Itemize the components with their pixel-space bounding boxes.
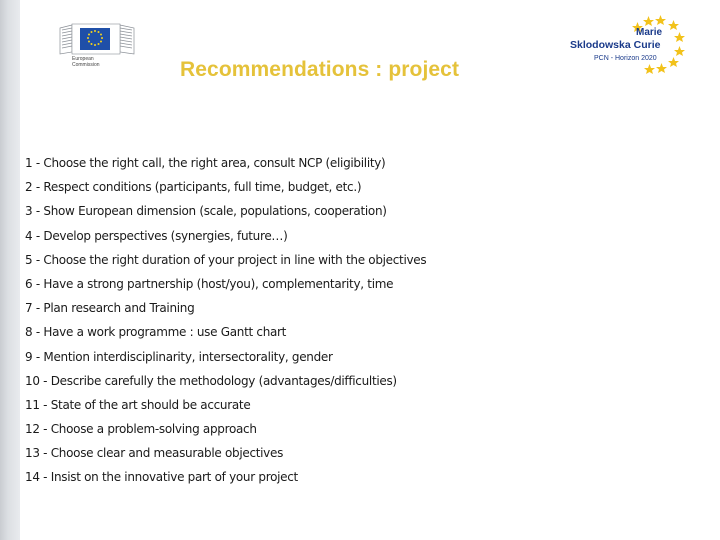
list-item: 10 - Describe carefully the methodology (advantages/difficulties) bbox=[25, 373, 397, 388]
list-item: 11 - State of the art should be accurate bbox=[25, 397, 251, 412]
list-item: 5 - Choose the right duration of your project in line with the objectives bbox=[25, 252, 427, 267]
ec-logo-text-line2: Commission bbox=[72, 62, 100, 68]
page-title: Recommendations : project bbox=[180, 58, 460, 81]
list-item: 2 - Respect conditions (participants, full time, budget, etc.) bbox=[25, 180, 362, 195]
msca-logo-text-line2: Sklodowska Curie bbox=[570, 39, 661, 51]
list-item: 14 - Insist on the innovative part of your project bbox=[25, 470, 298, 485]
ec-building-icon bbox=[58, 20, 138, 58]
list-item: 13 - Choose clear and measurable objectives bbox=[25, 446, 284, 461]
list-item: 7 - Plan research and Training bbox=[25, 301, 195, 316]
msca-logo-text-line1: Marie bbox=[636, 27, 663, 38]
list-item: 4 - Develop perspectives (synergies, future…) bbox=[25, 228, 288, 243]
european-commission-logo bbox=[58, 20, 138, 72]
msca-logo bbox=[564, 14, 688, 84]
list-item: 1 - Choose the right call, the right area, consult NCP (eligibility) bbox=[25, 156, 386, 170]
left-sidebar-bar bbox=[0, 0, 20, 540]
list-item: 8 - Have a work programme : use Gantt chart bbox=[25, 325, 287, 340]
ec-logo-text-line1: European bbox=[72, 56, 94, 62]
list-item: 6 - Have a strong partnership (host/you), complementarity, time bbox=[25, 276, 394, 291]
recommendations-list bbox=[25, 155, 426, 494]
list-item: 12 - Choose a problem-solving approach bbox=[25, 422, 257, 437]
msca-logo-text-line3: PCN - Horizon 2020 bbox=[594, 55, 657, 62]
list-item: 3 - Show European dimension (scale, populations, cooperation) bbox=[25, 204, 387, 219]
list-item: 9 - Mention interdisciplinarity, intersectorality, gender bbox=[25, 349, 333, 364]
